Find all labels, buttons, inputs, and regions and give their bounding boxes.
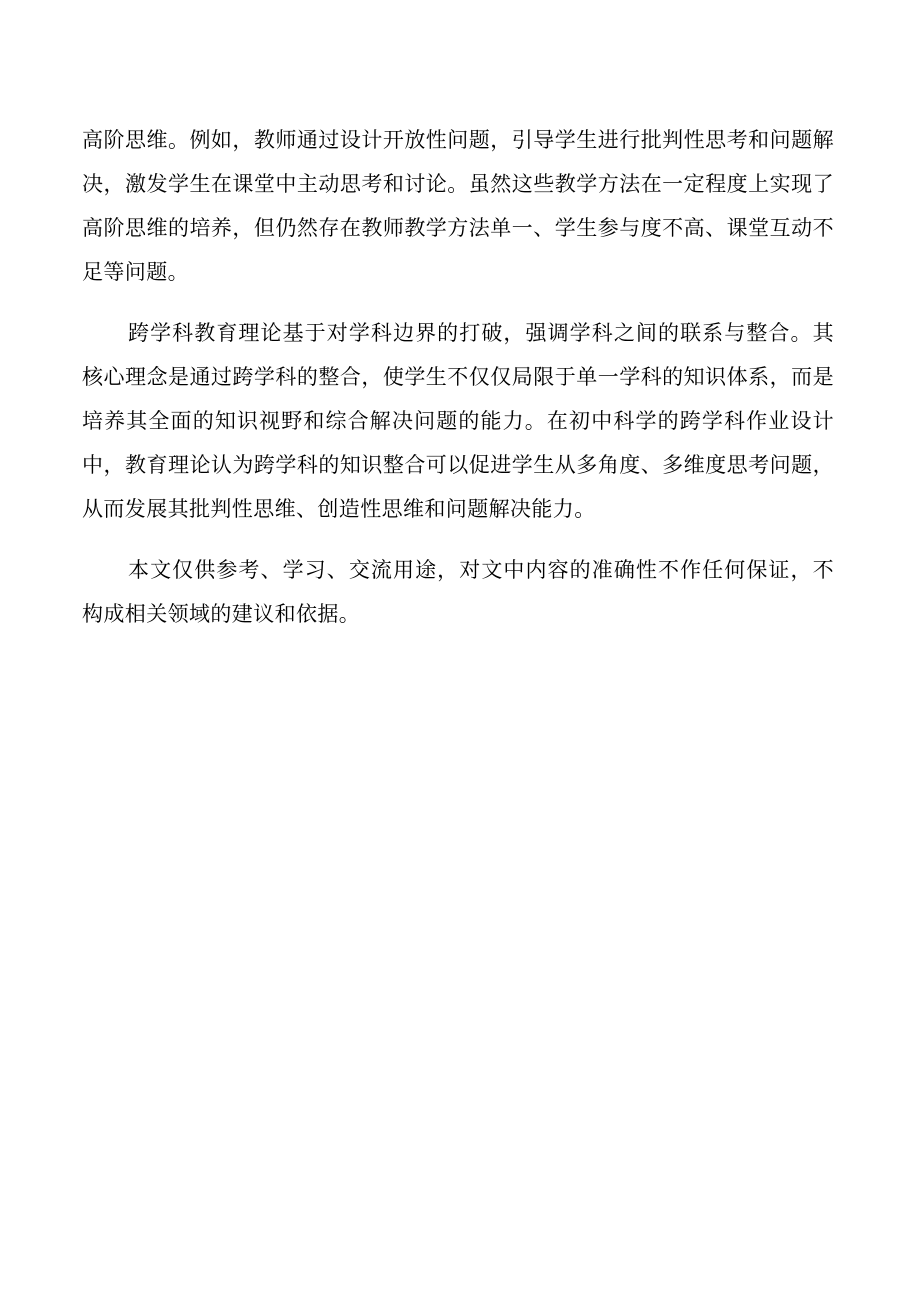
- document-body: [82, 118, 834, 653]
- paragraph-disclaimer: 本文仅供参考、学习、交流用途，对文中内容的准确性不作任何保证，不构成相关领域的建议和依据。: [82, 558, 834, 626]
- paragraph-continuation: 高阶思维。例如，教师通过设计开放性问题，引导学生进行批判性思考和问题解决，激发学生在课堂中主动思考和讨论。虽然这些教学方法在一定程度上实现了高阶思维的培养，但仍然存在教师教学方法单一、学生参与度不高、课堂互动不足等问题。: [82, 128, 834, 284]
- paragraph-interdisciplinary-theory: 跨学科教育理论基于对学科边界的打破，强调学科之间的联系与整合。其核心理念是通过跨学科的整合，使学生不仅仅局限于单一学科的知识体系，而是培养其全面的知识视野和综合解决问题的能力。在初中科学的跨学科作业设计中，教育理论认为跨学科的知识整合可以促进学生从多角度、多维度思考问题，从而发展其批判性思维、创造性思维和问题解决能力。: [82, 321, 834, 521]
